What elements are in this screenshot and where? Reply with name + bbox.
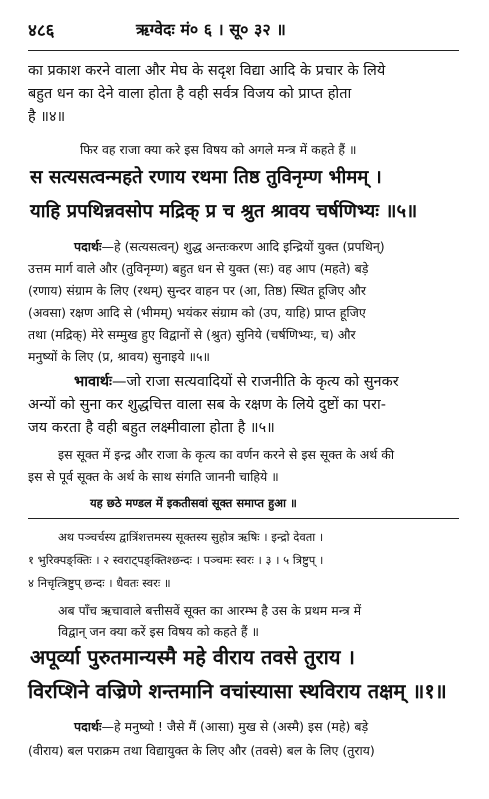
padarth-text: —हे मनुष्यो ! जैसे मैं (आसा) मुख से (अस्मै) इस (महे) बड़े (101, 719, 369, 734)
padarth-text: —हे (सत्यसत्वन्) शुद्ध अन्तःकरण आदि इन्द्रियों युक्त (प्रपथिन्) (101, 239, 385, 254)
text-line: है ॥४॥ (28, 109, 66, 125)
padarth-line: (रणाय) संग्राम के लिए (रथम्) सुन्दर वाहन पर (आ, तिष्ठ) स्थित हूजिए और (28, 283, 367, 298)
sukta-meta-line: १ भुरिक्पङ्क्तिः । २ स्वराट्पङ्क्तिश्छन्दः । पञ्चमः स्वरः । ३ । ५ त्रिष्टुप् । (28, 553, 324, 567)
section-rule (28, 518, 459, 519)
summary-line: इस सूक्त में इन्द्र और राजा के कृत्य का वर्णन करने से इस सूक्त के अर्थ की (58, 447, 395, 462)
bhavarth-label: भावार्थः (74, 374, 112, 390)
padarth-line: उत्तम मार्ग वाले और (तुविनृम्ण) बहुत धन से युक्त (सः) वह आप (महते) बड़े (28, 261, 369, 276)
padarth-line: (वीराय) बल पराक्रम तथा विद्यायुक्त के लिए और (तवसे) बल के लिए (तुराय) (28, 743, 375, 758)
padarth-line (74, 718, 368, 735)
mantra-line: अपूर्व्या पुरुतमान्यस्मै महे वीराय तवसे तुराय । (30, 645, 355, 669)
padarth-line (74, 238, 385, 255)
padarth-line: मनुष्यों के लिए (प्र, श्रावय) सुनाइये ॥५॥ (28, 349, 211, 364)
bhavarth-text: —जो राजा सत्यवादियों से राजनीति के कृत्य को सुनकर (111, 374, 399, 390)
text-line: बहुत धन का देने वाला होता है वही सर्वत्र विजय को प्राप्त होता (28, 86, 352, 102)
header-rule (28, 50, 459, 51)
padarth-line: तथा (मद्रिक्) मेरे सम्मुख हुए विद्वानों से (श्रुत) सुनिये (चर्षणिभ्यः, च) और (28, 327, 356, 342)
padarth-line: (अवसा) रक्षण आदि से (भीमम्) भयंकर संग्राम को (उप, याहि) प्राप्त हूजिए (28, 305, 366, 320)
page-number: ४८६ (28, 21, 55, 41)
bhavarth-line (74, 371, 399, 391)
mantra-line: विरप्शिने वज्रिणे शन्तमानि वचांस्यासा स्थविराय तक्षम् ॥१॥ (28, 679, 447, 703)
mantra-line: याहि प्रपथिन्नवसोप मद्रिक् प्र च श्रुत श्रावय चर्षणिभ्यः ॥५॥ (30, 201, 418, 222)
bhavarth-line: जय करता है वही बहुत लक्ष्मीवाला होता है ॥५॥ (28, 420, 275, 436)
text-line: का प्रकाश करने वाला और मेघ के सदृश विद्या आदि के प्रचार के लिये (28, 63, 386, 79)
bhavarth-line: अन्यों को सुना कर शुद्धचित्त वाला सब के रक्षण के लिये दुष्टों का परा- (28, 397, 386, 413)
summary-line: इस से पूर्व सूक्त के अर्थ के साथ संगति जाननी चाहिये ॥ (28, 469, 279, 484)
padarth-label: पदार्थः (74, 719, 102, 734)
padarth-label: पदार्थः (74, 239, 102, 254)
sukta-meta-line: ४ निचृत्त्रिष्टुप् छन्दः । धैवतः स्वरः ॥ (28, 576, 171, 590)
running-title: ऋग्वेदः मं० ६ । सू० ३२ ॥ (136, 20, 286, 39)
intro-next-line: अब पाँच ऋचावाले बत्तीसवें सूक्त का आरम्भ है उस के प्रथम मन्त्र में (58, 603, 362, 618)
mantra-line: स सत्यसत्वन्महते रणाय रथमा तिष्ठ तुविनृम्ण भीमम् । (30, 167, 382, 188)
intro-line: फिर वह राजा क्या करे इस विषय को अगले मन्त्र में कहते हैं ॥ (80, 142, 357, 157)
sukta-end-line: यह छठे मण्डल में इकतीसवां सूक्त समाप्त हुआ ॥ (90, 496, 297, 510)
page-header (28, 18, 459, 48)
intro-next-line: विद्वान् जन क्या करें इस विषय को कहते हैं ॥ (58, 624, 259, 639)
sukta-meta-line: अथ पञ्चर्चस्य द्वात्रिंशत्तमस्य सूक्तस्य सुहोत्र ऋषिः । इन्द्रो देवता । (58, 530, 324, 544)
